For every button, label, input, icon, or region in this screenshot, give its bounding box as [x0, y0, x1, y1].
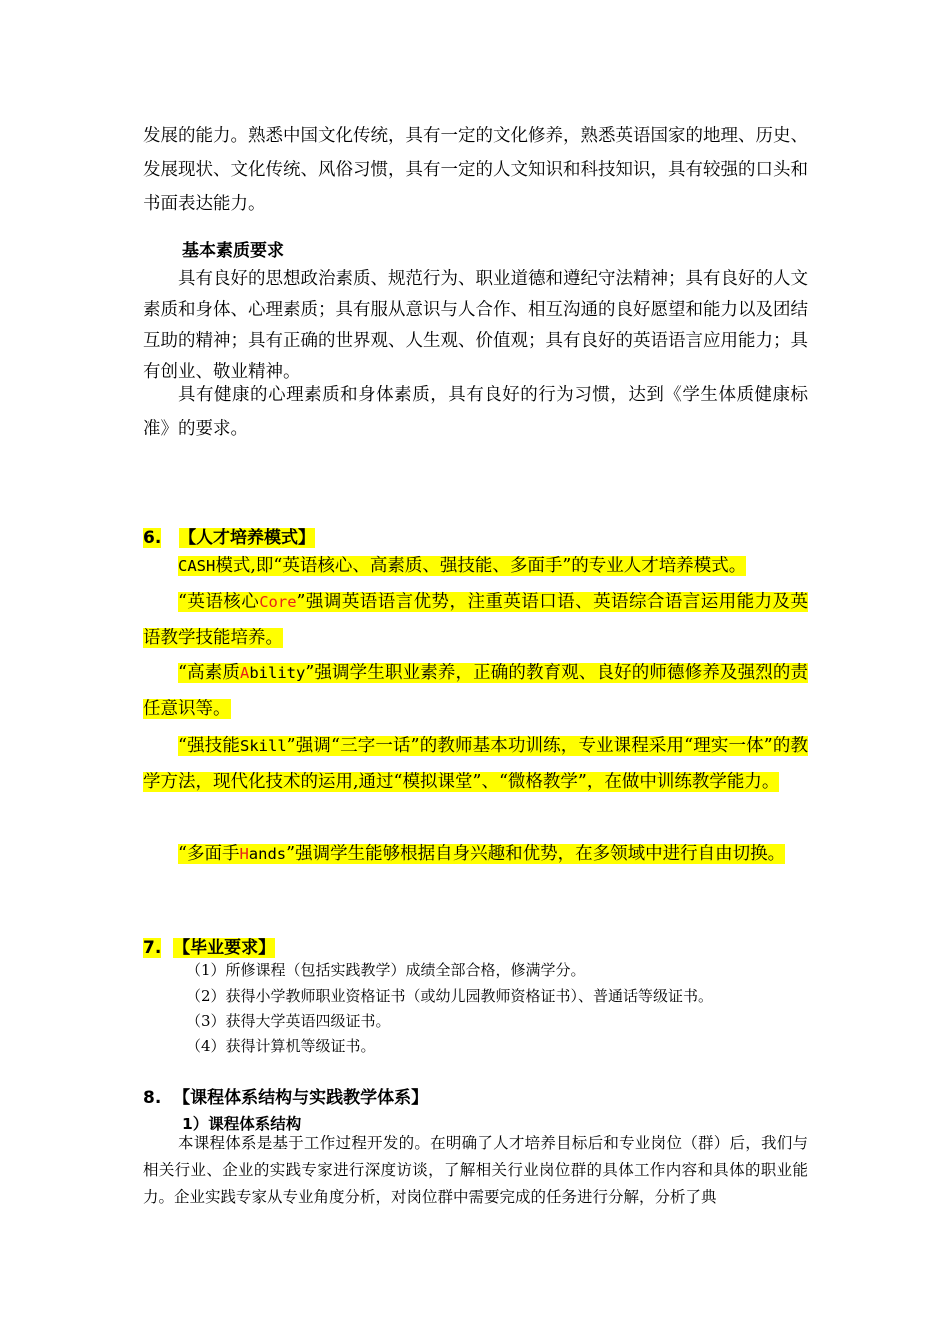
- graduation-item-4: （4）获得计算机等级证书。: [186, 1037, 376, 1055]
- section-8-subheading: 1）课程体系结构: [182, 1115, 302, 1133]
- basic-quality-heading: 基本素质要求: [182, 241, 284, 261]
- section-6-paragraph-hands: “多面手Hands”强调学生能够根据自身兴趣和优势，在多领域中进行自由切换。: [178, 844, 786, 864]
- graduation-item-1: （1）所修课程（包括实践教学）成绩全部合格，修满学分。: [186, 961, 586, 979]
- intro-paragraph: 发展的能力。熟悉中国文化传统，具有一定的文化修养，熟悉英语国家的地理、历史、发展现状、文化传统、风俗习惯，具有一定的人文知识和科技知识，具有较强的口头和书面表达能力。: [143, 126, 808, 214]
- graduation-item-2: （2）获得小学教师职业资格证书（或幼儿园教师资格证书）、普通话等级证书。: [186, 987, 714, 1005]
- section-7-title: 【毕业要求】: [173, 938, 276, 958]
- section-8-paragraph: 本课程体系是基于工作过程开发的。在明确了人才培养目标后和专业岗位（群）后，我们与相关行业、企业的实践专家进行深度访谈，了解相关行业岗位群的具体工作内容和具体的职业能力。企业实践专家从专业角度分析，对岗位群中需要完成的任务进行分解，分析了典: [143, 1134, 808, 1206]
- section-7-heading: [143, 937, 275, 959]
- basic-quality-paragraph-2: 具有健康的心理素质和身体素质，具有良好的行为习惯，达到《学生体质健康标准》的要求。: [143, 385, 808, 439]
- section-7-number: 7.: [143, 938, 162, 958]
- section-6-number: 6.: [143, 528, 162, 548]
- section-6-title: 【人才培养模式】: [179, 528, 316, 548]
- section-8-title: 【课程体系结构与实践教学体系】: [173, 1088, 429, 1108]
- section-6-paragraph-skill: “强技能Skill”强调“三字一话”的教师基本功训练，专业课程采用“理实一体”的教学方法，现代化技术的运用,通过“模拟课堂”、“微格教学”，在做中训练教学能力。: [143, 736, 808, 792]
- section-8-number: 8.: [143, 1088, 162, 1108]
- section-6-paragraph-core: “英语核心Core”强调英语语言优势，注重英语口语、英语综合语言运用能力及英语教学技能培养。: [143, 592, 808, 648]
- section-8-heading: [143, 1087, 428, 1109]
- graduation-item-3: （3）获得大学英语四级证书。: [186, 1012, 391, 1030]
- section-6-paragraph-ability: “高素质Ability”强调学生职业素养，正确的教育观、良好的师德修养及强烈的责任意识等。: [143, 663, 808, 719]
- section-6-paragraph-1: CASH模式,即“英语核心、高素质、强技能、多面手”的专业人才培养模式。: [178, 556, 747, 576]
- section-6-heading: [143, 527, 315, 549]
- basic-quality-paragraph-1: 具有良好的思想政治素质、规范行为、职业道德和遵纪守法精神；具有良好的人文素质和身体、心理素质；具有服从意识与人合作、相互沟通的良好愿望和能力以及团结互助的精神；具有正确的世界观、人生观、价值观；具有良好的英语语言应用能力；具有创业、敬业精神。: [143, 269, 808, 382]
